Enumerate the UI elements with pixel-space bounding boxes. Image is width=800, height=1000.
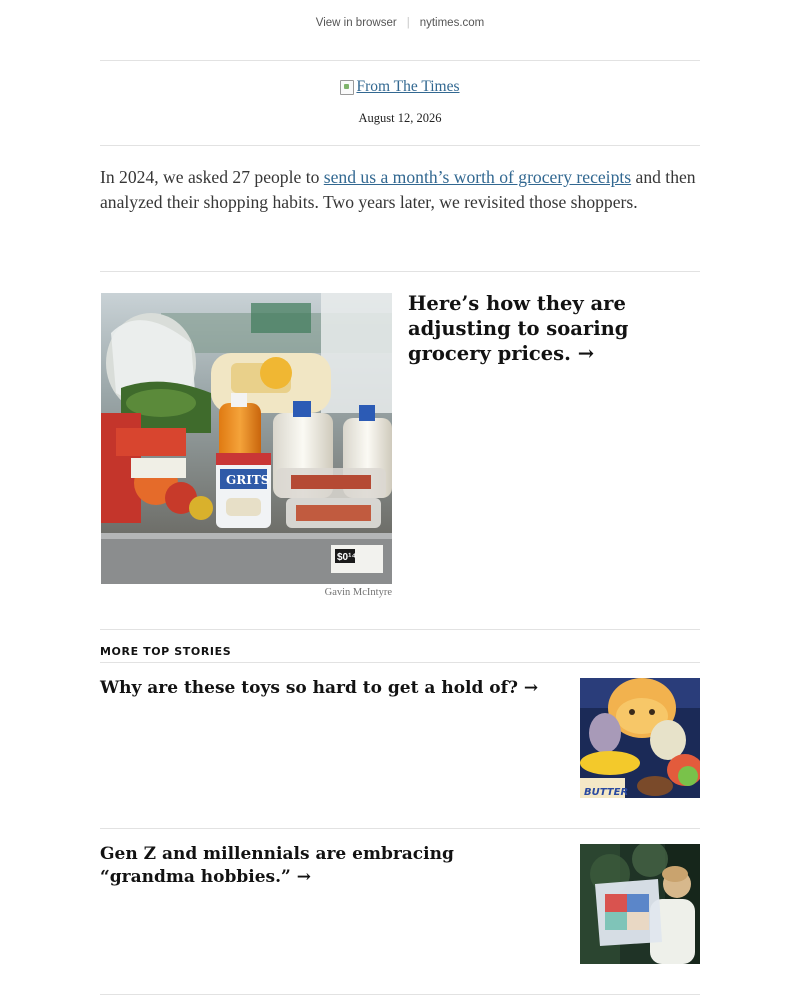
intro-paragraph xyxy=(100,165,700,215)
story-image-grandma-hobbies[interactable] xyxy=(580,844,700,964)
masthead xyxy=(100,78,700,99)
from-the-times-logo[interactable] xyxy=(340,78,459,96)
lead-story-image[interactable] xyxy=(101,293,392,584)
lead-story-headline[interactable]: Here’s how they are adjusting to soaring grocery prices. → xyxy=(408,292,629,365)
story-headline-toys[interactable]: Why are these toys so hard to get a hold of? → xyxy=(100,678,539,698)
divider xyxy=(100,629,700,630)
divider xyxy=(100,994,700,995)
divider xyxy=(100,145,700,146)
story-headline-grandma-hobbies[interactable]: Gen Z and millennials are embracing “grandma hobbies.” → xyxy=(100,844,454,887)
price-tag-text: $0¹⁴ xyxy=(337,552,357,563)
broken-image-icon xyxy=(340,80,354,95)
issue-date: August 12, 2026 xyxy=(358,111,442,125)
top-links xyxy=(100,17,700,29)
butter-label-text: BUTTER xyxy=(584,787,629,798)
grits-label-text: GRITS xyxy=(226,473,270,487)
divider xyxy=(100,60,700,61)
nytimes-link[interactable]: nytimes.com xyxy=(419,17,485,29)
divider xyxy=(100,662,700,663)
more-top-stories-label: MORE TOP STORIES xyxy=(100,645,232,658)
photo-credit: Gavin McIntyre xyxy=(324,587,392,598)
divider xyxy=(100,271,700,272)
top-links-separator: | xyxy=(406,17,410,29)
logo-alt-text: From The Times xyxy=(356,78,460,95)
intro-text: In 2024, we asked 27 people to xyxy=(100,167,324,187)
divider xyxy=(100,828,700,829)
story-image-toys[interactable] xyxy=(580,678,700,798)
view-in-browser-link[interactable]: View in browser xyxy=(315,17,397,29)
grocery-receipts-link[interactable]: send us a month’s worth of grocery receipts xyxy=(323,167,632,187)
intro-text: and then analyzed their shopping habits. Two years later, we revisited those shoppers. xyxy=(100,167,696,212)
